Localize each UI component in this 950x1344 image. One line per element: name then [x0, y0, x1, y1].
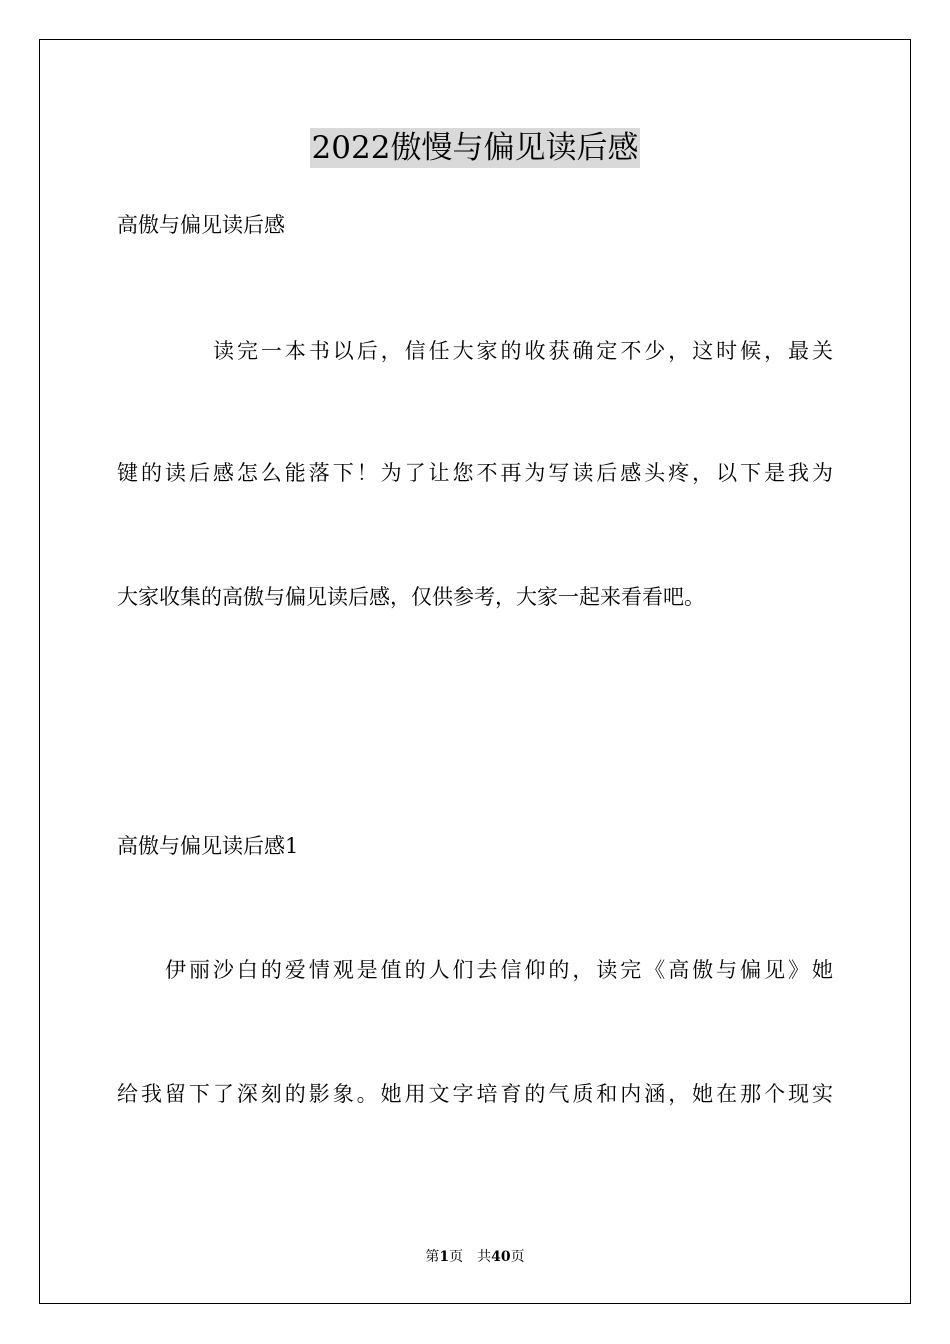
- footer-prefix: 第: [425, 1249, 440, 1265]
- section-heading: 高傲与偏见读后感1: [117, 834, 299, 858]
- footer-page-number: 1: [439, 1249, 450, 1265]
- footer-suffix: 页: [510, 1249, 525, 1265]
- page-footer: [0, 1248, 950, 1266]
- paragraph-line: 读完一本书以后，信任大家的收获确定不少，这时候，最关: [213, 339, 833, 363]
- section-heading: 高傲与偏见读后感: [117, 213, 285, 237]
- paragraph-line: 大家收集的高傲与偏见读后感，仅供参考，大家一起来看看吧。: [117, 585, 705, 609]
- paragraph-line: 给我留下了深刻的影象。她用文字培育的气质和内涵，她在那个现实: [117, 1082, 833, 1106]
- footer-mid: 页 共: [449, 1249, 492, 1265]
- title-container: [0, 128, 950, 168]
- paragraph-line: 键的读后感怎么能落下！为了让您不再为写读后感头疼，以下是我为: [117, 461, 833, 485]
- document-title: 2022傲慢与偏见读后感: [311, 130, 639, 166]
- paragraph-line: 伊丽沙白的爱情观是值的人们去信仰的，读完《高傲与偏见》她: [165, 958, 833, 982]
- footer-total-pages: 40: [491, 1249, 511, 1265]
